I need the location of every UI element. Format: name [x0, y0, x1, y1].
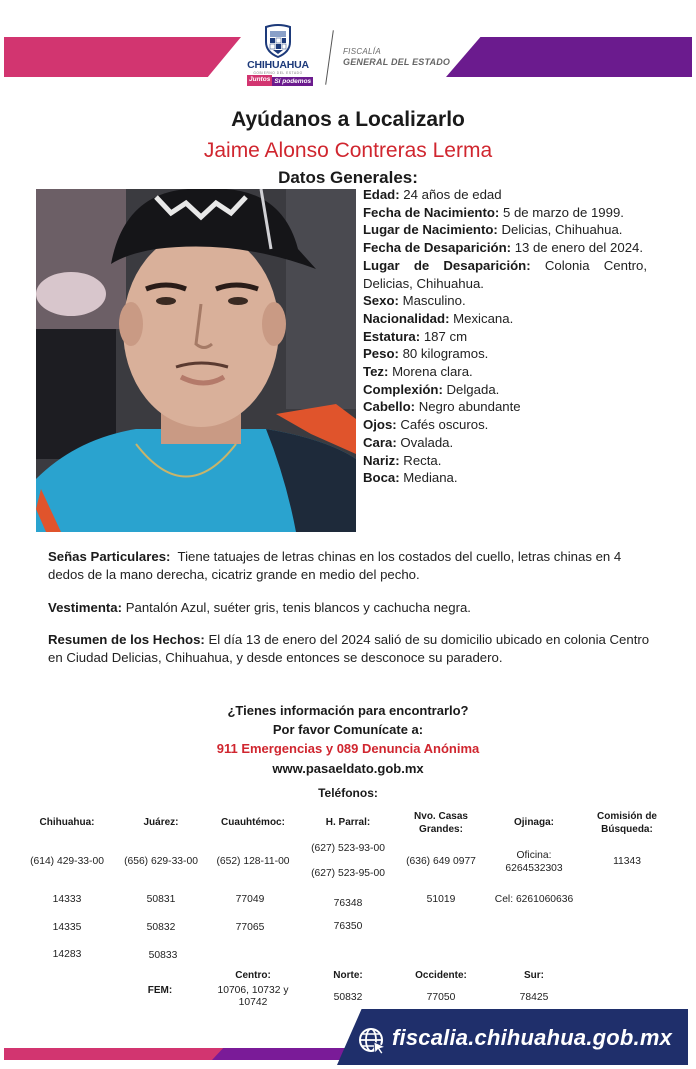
detail-label: Estatura: — [363, 328, 421, 344]
detail-value: Mexicana. — [449, 310, 514, 326]
phone-main: 11343 — [613, 856, 641, 867]
col-header-cuauhtemoc: Cuauhtémoc: — [221, 817, 285, 828]
detail-peso — [363, 345, 647, 363]
detail-value: 24 años de edad — [399, 187, 502, 202]
chihuahua-government-logo — [240, 24, 316, 92]
detail-label: Fecha de Desaparición: — [363, 240, 512, 256]
logo-slogan — [247, 75, 313, 86]
col-header-ojinaga: Ojinaga: — [513, 817, 554, 828]
website-link[interactable]: www.pasaeldato.gob.mx — [272, 761, 424, 776]
fem-centro-line2: 10742 — [238, 997, 268, 1008]
contact-please: Por favor Comunícate a: — [272, 722, 424, 737]
senas-label: Señas Particulares: — [48, 549, 171, 564]
fem-sur-value: 78425 — [519, 992, 549, 1003]
phone-ext: 50833 — [148, 950, 178, 961]
detail-value: Ovalada. — [396, 434, 454, 450]
detail-boca — [363, 469, 647, 487]
fem-label: FEM: — [147, 985, 173, 996]
footer-band-pink — [4, 1048, 224, 1060]
phone-ext: 50832 — [146, 922, 176, 933]
detail-value: 187 cm — [420, 328, 468, 344]
fem-occidente-value: 77050 — [426, 992, 456, 1003]
detail-label: Complexión: — [363, 381, 443, 397]
agency-line2: GENERAL DEL ESTADO — [343, 57, 451, 67]
contact-question: ¿Tienes información para encontrarlo? — [227, 703, 469, 718]
detail-value: Recta. — [399, 452, 442, 468]
phone-office-label: Oficina: — [516, 850, 552, 861]
emergency-numbers: 911 Emergencias y 089 Denuncia Anónima — [216, 741, 480, 756]
coat-of-arms-icon — [263, 24, 293, 58]
detail-label: Ojos: — [363, 417, 397, 433]
col-header-line1: Nvo. Casas — [414, 811, 468, 822]
header-band-pink — [4, 37, 241, 77]
vestimenta-value: Pantalón Azul, suéter gris, tenis blancos y cachucha negra. — [122, 600, 471, 615]
detail-value: Masculino. — [398, 293, 466, 309]
phone-ext: 77065 — [235, 922, 265, 933]
fem-norte-value: 50832 — [333, 992, 363, 1003]
vestimenta-label: Vestimenta: — [48, 600, 123, 615]
detail-tez — [363, 363, 647, 381]
senas-value: Tiene tatuajes de letras chinas en los costados del cuello, letras chinas en 4 dedos de la mano derecha, cicatriz grande en medio del pecho. — [48, 549, 625, 582]
col-header-line2: Grandes: — [419, 824, 463, 835]
detail-value: Colonia Centro, Delicias, Chihuahua. — [363, 257, 647, 291]
detail-label: Cara: — [363, 434, 397, 450]
phone-cel: Cel: 6261060636 — [494, 894, 574, 905]
agency-line1: FISCALÍA — [343, 47, 381, 56]
fem-centro-line1: 10706, 10732 y — [217, 985, 289, 996]
logo-name: CHIHUAHUA — [247, 59, 309, 71]
detail-fecha-desaparicion — [363, 239, 647, 257]
logo-slogan-part1: Juntos — [247, 75, 272, 86]
detail-label: Sexo: — [363, 293, 399, 309]
footer-band-purple — [212, 1048, 352, 1060]
phone-ext: 14335 — [52, 922, 82, 933]
detail-complexion — [363, 381, 647, 399]
col-header-comision — [579, 810, 675, 836]
phone-ext: 51019 — [426, 894, 456, 905]
detail-ojos — [363, 416, 647, 434]
phones-title: Teléfonos: — [318, 786, 378, 800]
detail-value: Cafés oscuros. — [396, 417, 489, 433]
detail-label: Peso: — [363, 346, 399, 362]
detail-label: Fecha de Nacimiento: — [363, 204, 500, 220]
detail-label: Edad: — [363, 187, 400, 202]
phone-ext: 76348 — [333, 898, 363, 909]
phone-main: (627) 523-93-00 — [311, 843, 385, 854]
phone-ext: 77049 — [235, 894, 265, 905]
header-divider — [325, 30, 334, 85]
detail-label: Boca: — [363, 470, 400, 486]
fem-occidente-header: Occidente: — [415, 970, 467, 981]
detail-value: Delicias, Chihuahua. — [497, 222, 623, 238]
globe-cursor-icon — [358, 1027, 386, 1055]
phone-main: (636) 649 0977 — [406, 856, 476, 867]
detail-nariz — [363, 452, 647, 470]
page-title: Ayúdanos a Localizarlo — [231, 108, 465, 131]
detail-label: Nacionalidad: — [363, 310, 450, 326]
detail-fecha-nacimiento — [363, 204, 647, 222]
logo-subtitle: GOBIERNO DEL ESTADO — [253, 71, 303, 75]
phone-ext: 14283 — [52, 949, 82, 960]
resumen-hechos — [48, 631, 653, 666]
fem-norte-header: Norte: — [333, 970, 363, 981]
phone-main: (627) 523-95-00 — [311, 868, 385, 879]
detail-cabello — [363, 398, 647, 416]
header-band-purple — [446, 37, 692, 77]
phone-ext: 14333 — [52, 894, 82, 905]
fem-centro-value — [205, 985, 301, 1009]
logo-slogan-part2: Sí podemos — [274, 78, 312, 85]
detail-lugar-desaparicion — [363, 257, 647, 292]
detail-lugar-nacimiento — [363, 221, 647, 239]
detail-value: 5 de marzo de 1999. — [499, 204, 624, 220]
phone-ext: 50831 — [146, 894, 176, 905]
col-header-parral: H. Parral: — [325, 817, 371, 828]
phone-ext: 76350 — [333, 921, 363, 932]
detail-value: 80 kilogramos. — [398, 346, 489, 362]
col-header-line2: Búsqueda: — [601, 824, 653, 835]
col-header-casas-grandes — [393, 810, 489, 836]
detail-cara — [363, 434, 647, 452]
col-header-line1: Comisión de — [596, 811, 657, 822]
phone-col-chihuahua — [19, 816, 115, 829]
section-title: Datos Generales: — [278, 168, 418, 187]
detail-edad — [363, 186, 647, 204]
person-name: Jaime Alonso Contreras Lerma — [203, 139, 493, 162]
fem-centro-header: Centro: — [235, 970, 271, 981]
col-header: Chihuahua: — [39, 817, 95, 828]
col-header-juarez: Juárez: — [143, 817, 179, 828]
detail-label: Cabello: — [363, 399, 416, 415]
resumen-value: El día 13 de enero del 2024 salió de su domicilio ubicado en colonia Centro en Ciudad Delicias, Chihuahua, y desde entonces se desconoce su paradero. — [48, 632, 650, 665]
detail-value: Mediana. — [399, 470, 458, 486]
senas-particulares — [48, 548, 653, 583]
missing-person-photo — [36, 189, 356, 532]
detail-label: Nariz: — [363, 452, 400, 468]
detail-estatura — [363, 328, 647, 346]
phone-main: (656) 629-33-00 — [124, 856, 198, 867]
detail-value: Delgada. — [442, 381, 500, 397]
vestimenta — [48, 599, 653, 617]
fem-sur-header: Sur: — [524, 970, 544, 981]
phone-main: (614) 429-33-00 — [30, 856, 104, 867]
footer-website[interactable]: fiscalia.chihuahua.gob.mx — [392, 1025, 673, 1050]
detail-label: Lugar de Desaparición: — [363, 257, 531, 273]
phone-main: (652) 128-11-00 — [216, 856, 290, 867]
resumen-label: Resumen de los Hechos: — [48, 632, 205, 647]
phone-main: 6264532303 — [505, 863, 563, 874]
detail-value: Morena clara. — [388, 364, 473, 380]
detail-sexo — [363, 292, 647, 310]
detail-label: Lugar de Nacimiento: — [363, 222, 498, 238]
general-data-list — [363, 186, 647, 487]
detail-label: Tez: — [363, 364, 389, 380]
detail-nacionalidad — [363, 310, 647, 328]
detail-value: 13 de enero del 2024. — [511, 240, 644, 256]
detail-value: Negro abundante — [415, 399, 521, 415]
